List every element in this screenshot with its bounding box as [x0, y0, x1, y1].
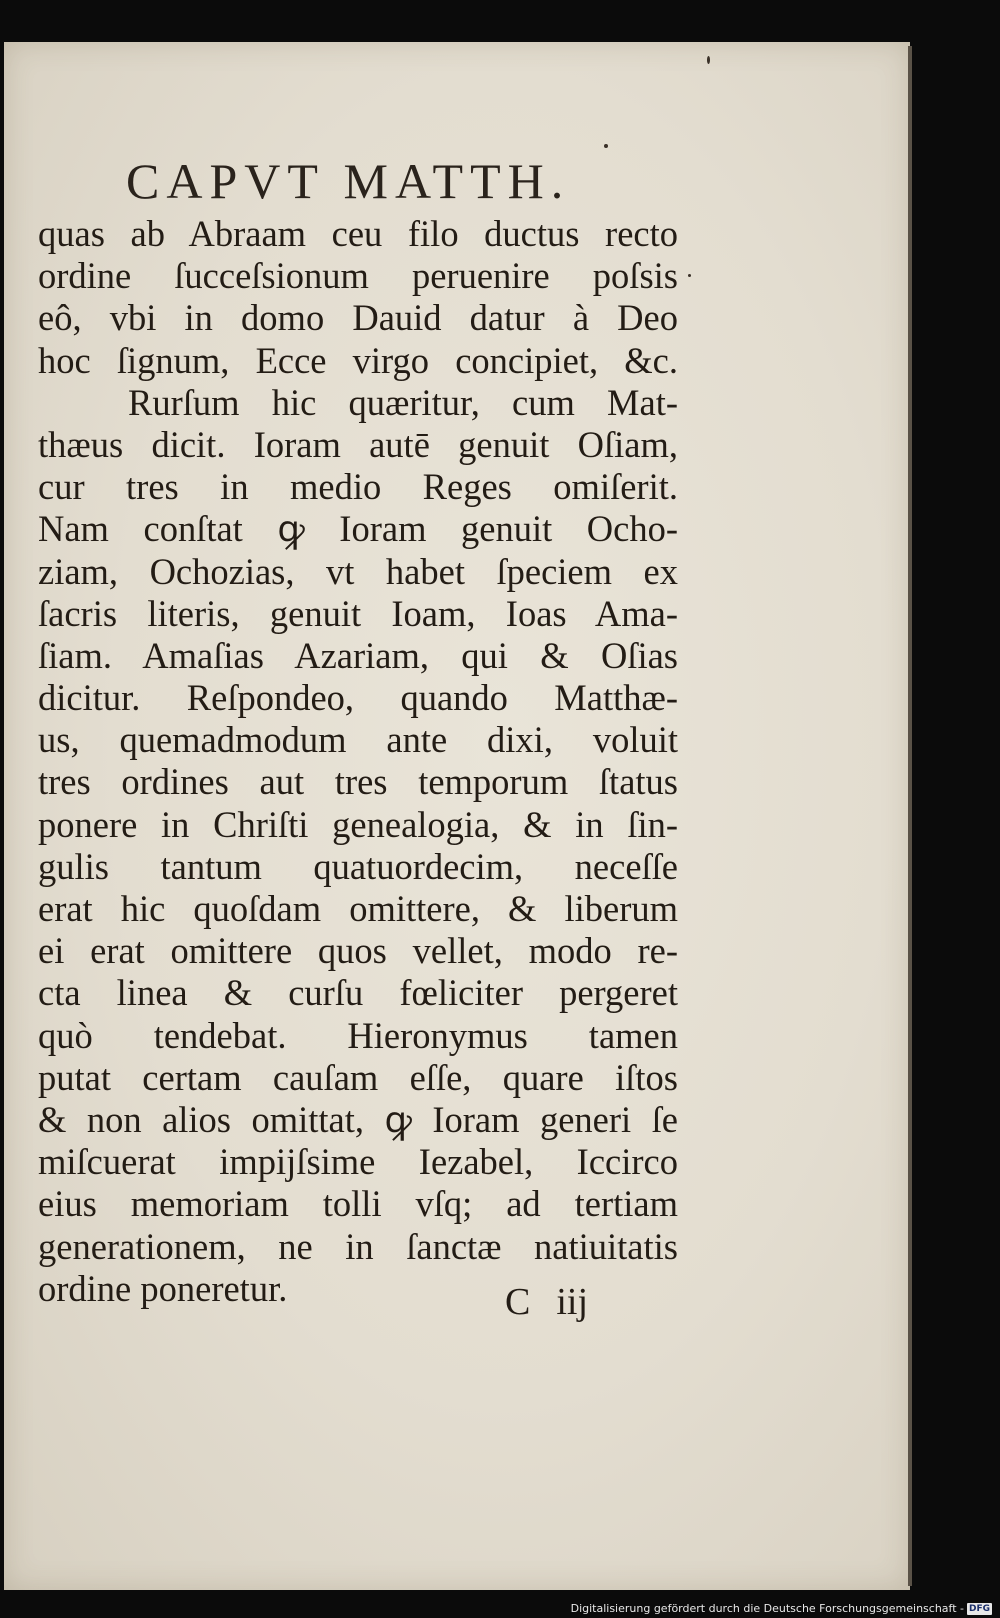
text-line: quò tendebat. Hieronymus tamen — [38, 1014, 678, 1056]
text-line: ordine ſucceſsionum peruenire poſsis — [38, 255, 678, 297]
text-line: tres ordines aut tres temporum ſtatus — [38, 761, 678, 803]
text-line: ſacris literis, genuit Ioam, Ioas Ama- — [38, 592, 678, 634]
text-line: generationem, ne in ſanctæ natiuitatis — [38, 1225, 678, 1267]
signature-letter: C — [505, 1281, 531, 1323]
signature-number: iij — [556, 1281, 589, 1323]
text-line: eius memoriam tolli vſq; ad tertiam — [38, 1183, 678, 1225]
text-line: ſiam. Amaſias Azariam, qui & Oſias — [38, 634, 678, 676]
text-line: cta linea & curſu fœliciter pergeret — [38, 972, 678, 1014]
text-line: erat hic quoſdam omittere, & liberum — [38, 888, 678, 929]
text-line: dicitur. Reſpondeo, quando Matthæ- — [38, 677, 678, 719]
footer-text: Digitalisierung gefördert durch die Deutsche Forschungsgemeinschaft - — [570, 1602, 964, 1615]
ink-speck — [707, 56, 710, 64]
digitization-footer — [571, 1602, 992, 1615]
text-line: quas ab Abraam ceu filo ductus recto — [38, 213, 678, 254]
text-line: eô, vbi in domo Dauid datur à Deo — [38, 297, 678, 339]
text-line: ziam, Ochozias, vt habet ſpeciem ex — [38, 550, 678, 592]
text-line: Nam conſtat ꝙ Ioram genuit Ocho- — [38, 508, 678, 550]
ink-speck — [688, 274, 691, 277]
running-head: CAPVT MATTH. — [126, 153, 571, 209]
dfg-logo-icon: DFG — [968, 1603, 990, 1614]
text-line: cur tres in medio Reges omiſerit. — [38, 466, 678, 508]
text-line: gulis tantum quatuordecim, neceſſe — [38, 845, 678, 887]
text-line: putat certam cauſam eſſe, quare iſtos — [38, 1056, 678, 1098]
text-line: miſcuerat impijſsime Iezabel, Iccirco — [38, 1141, 678, 1183]
page-edge — [908, 46, 912, 1586]
text-line: & non alios omittat, ꝙ Ioram generi ſe — [38, 1098, 678, 1140]
text-line: us, quemadmodum ante dixi, voluit — [38, 719, 678, 761]
text-line: ei erat omittere quos vellet, modo re- — [38, 930, 678, 972]
body-text — [38, 213, 678, 1310]
text-line: Rurſum hic quæritur, cum Mat- — [128, 381, 678, 423]
text-line: hoc ſignum, Ecce virgo concipiet, &c. — [38, 339, 678, 381]
text-line: thæus dicit. Ioram autē genuit Oſiam, — [38, 423, 678, 465]
ink-speck — [604, 144, 608, 148]
text-line: ordine poneretur. — [38, 1267, 288, 1309]
signature-mark — [505, 1280, 588, 1324]
text-line: ponere in Chriſti genealogia, & in ſin- — [38, 803, 678, 845]
